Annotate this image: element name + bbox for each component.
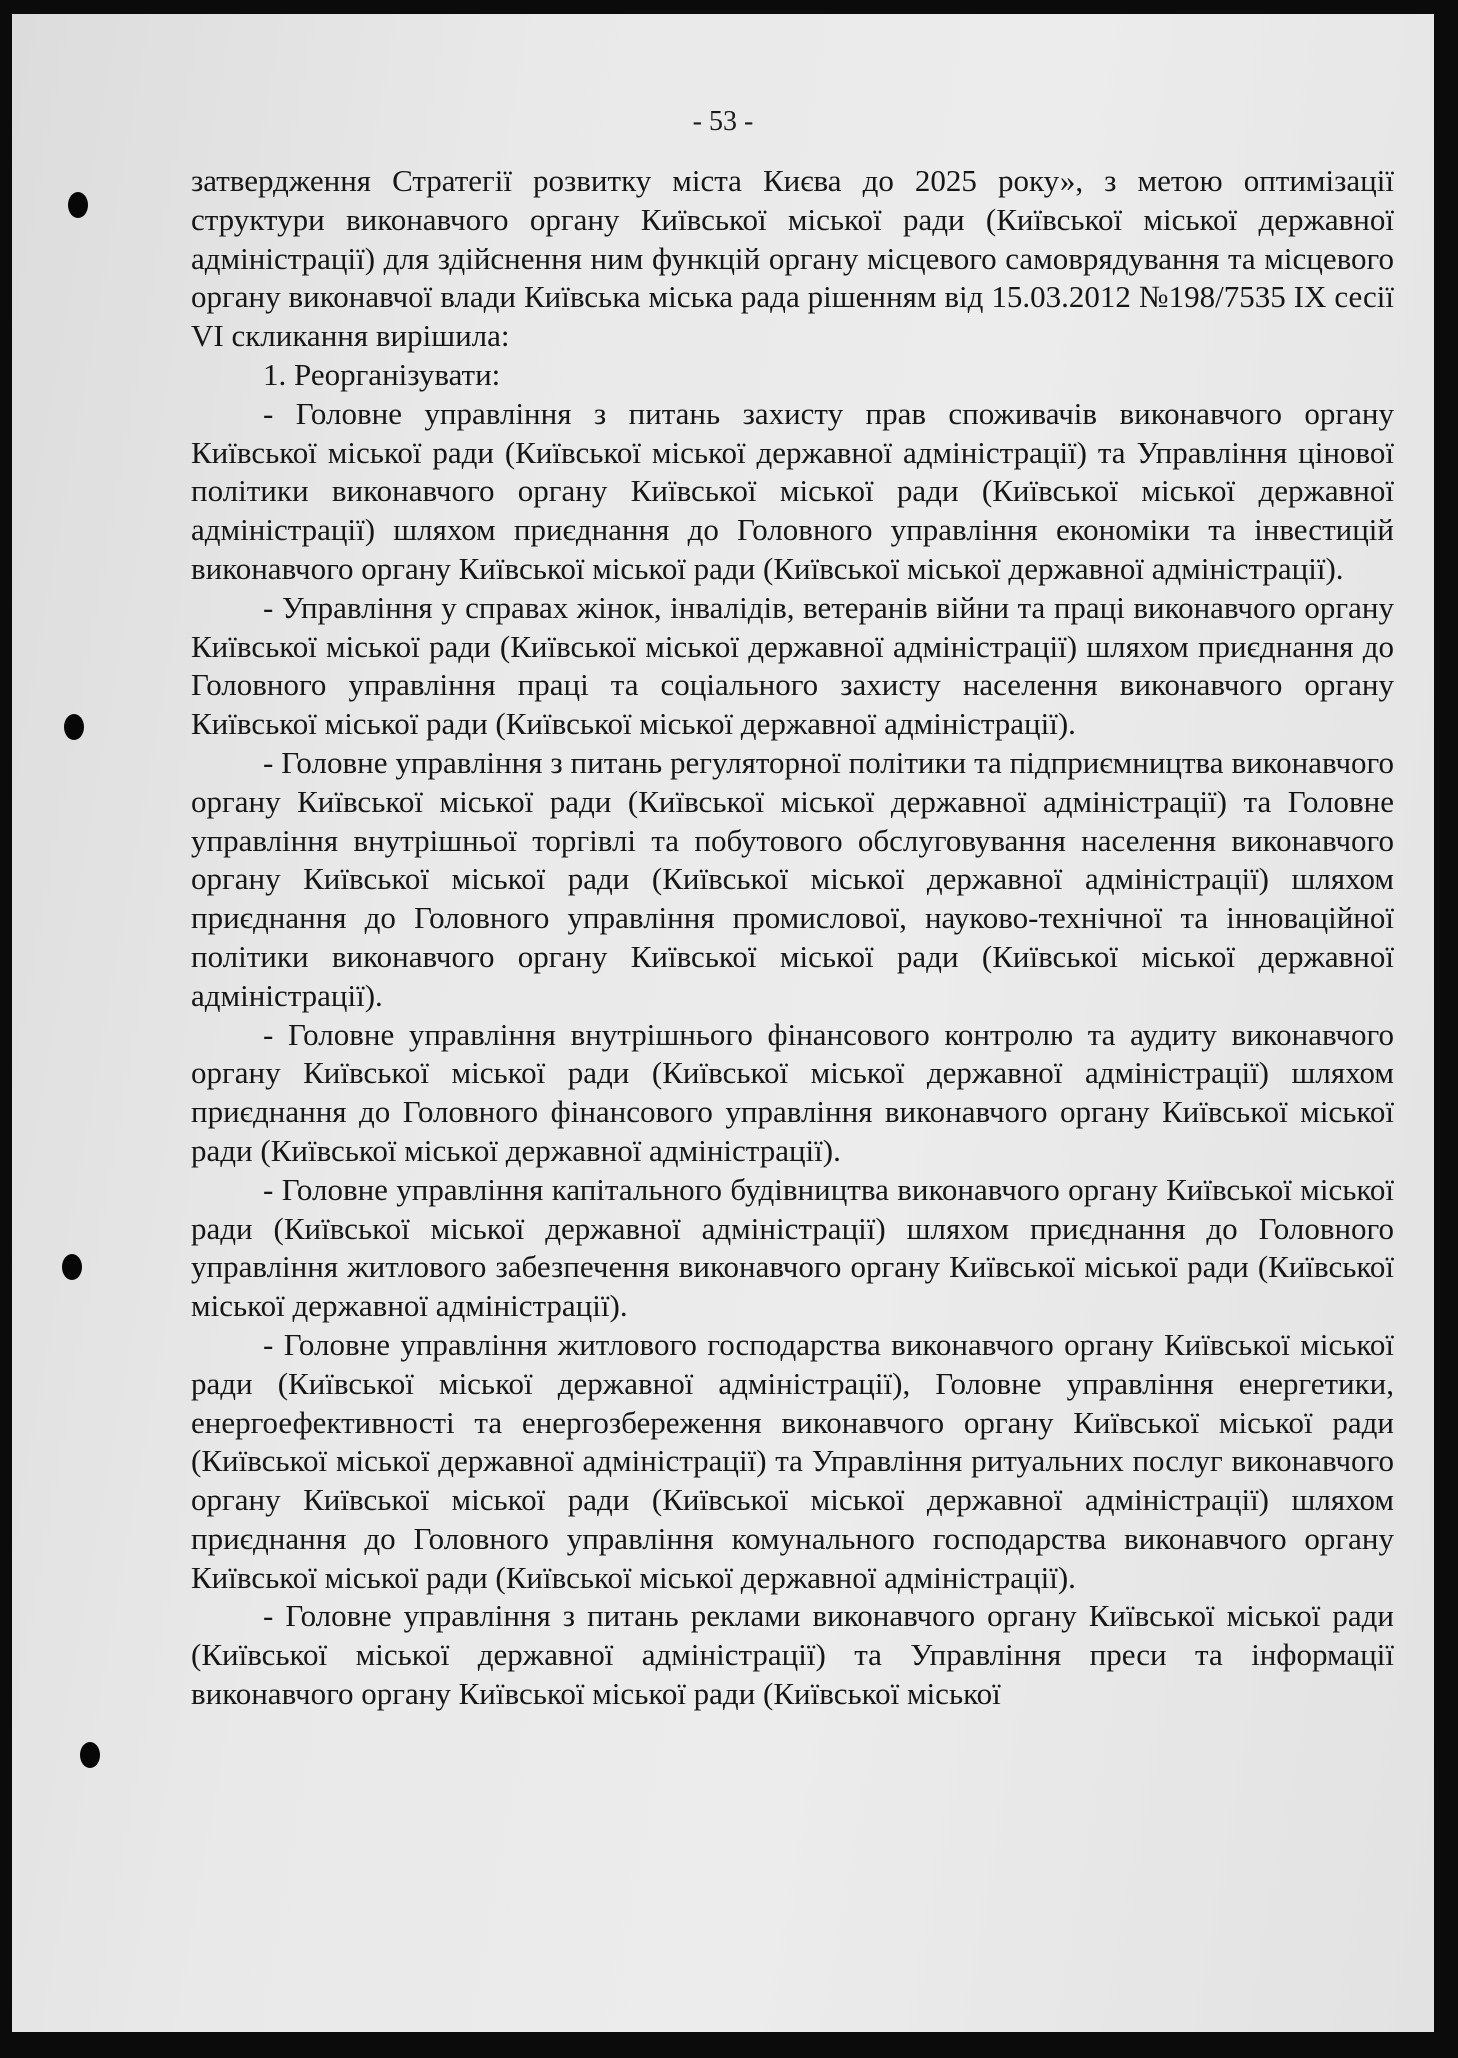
paragraph-item: - Головне управління з питань захисту прав споживачів виконавчого органу Київської міської ради (Київської міської державної адміністрації) та Управління цінової політики виконавчого органу Київської міської ради (Київської міської державної адміністрації) шляхом приєднання до Головного управління економіки та інвестицій виконавчого органу Київської міської ради (Київської міської державної адміністрації). [191,395,1394,586]
document-page [12,14,1434,2032]
paragraph-item: - Головне управління житлового господарства виконавчого органу Київської міської ради (Київської міської державної адміністрації), Головне управління енергетики, енергоефективності та енергозбереження виконавчого органу Київської міської ради (Київської міської державної адміністрації) та Управління ритуальних послуг виконавчого органу Київської міської ради (Київської міської державної адміністрації) шляхом приєднання до Головного управління комунального господарства виконавчого органу Київської міської ради (Київської міської державної адміністрації). [191,1326,1394,1595]
document-body [191,162,1394,1714]
paragraph-item: - Головне управління з питань реклами виконавчого органу Київської міської ради (Київської міської державної адміністрації) та Управління преси та інформації виконавчого органу Київської міської ради (Київської міської [191,1598,1394,1712]
paragraph-reorganize-heading: 1. Реорганізувати: [263,356,501,392]
punch-hole [80,1742,100,1768]
paragraph-item: - Управління у справах жінок, інвалідів, ветеранів війни та праці виконавчого органу Київської міської ради (Київської міської державної адміністрації) шляхом приєднання до Головного управління праці та соціального захисту населення виконавчого органу Київської міської ради (Київської міської державної адміністрації). [191,589,1394,742]
punch-hole [64,714,84,740]
page-number: - 53 - [692,106,754,137]
paragraph-intro: затвердження Стратегії розвитку міста Києва до 2025 року», з метою оптимізації структури виконавчого органу Київської міської ради (Київської міської державної адміністрації) для здійснення ним функцій органу місцевого самоврядування та місцевого органу виконавчої влади Київська міська рада рішенням від 15.03.2012 №198/7535 IX сесії VI скликання вирішила: [191,163,1394,354]
paragraph-item: - Головне управління капітального будівництва виконавчого органу Київської міської ради (Київської міської державної адміністрації) шляхом приєднання до Головного управління житлового забезпечення виконавчого органу Київської міської ради (Київської міської державної адміністрації). [191,1171,1394,1324]
punch-hole [62,1254,82,1280]
paragraph-item: - Головне управління внутрішнього фінансового контролю та аудиту виконавчого органу Київської міської ради (Київської міської державної адміністрації) шляхом приєднання до Головного фінансового управління виконавчого органу Київської міської ради (Київської міської державної адміністрації). [191,1016,1394,1168]
paragraph-item: - Головне управління з питань регуляторної політики та підприємництва виконавчого органу Київської міської ради (Київської міської державної адміністрації) та Головне управління внутрішньої торгівлі та побутового обслуговування населення виконавчого органу Київської міської ради (Київської міської державної адміністрації) шляхом приєднання до Головного управління промислової, науково-технічної та інноваційної політики виконавчого органу Київської міської ради (Київської міської державної адміністрації). [191,744,1394,1013]
punch-hole [68,192,88,218]
